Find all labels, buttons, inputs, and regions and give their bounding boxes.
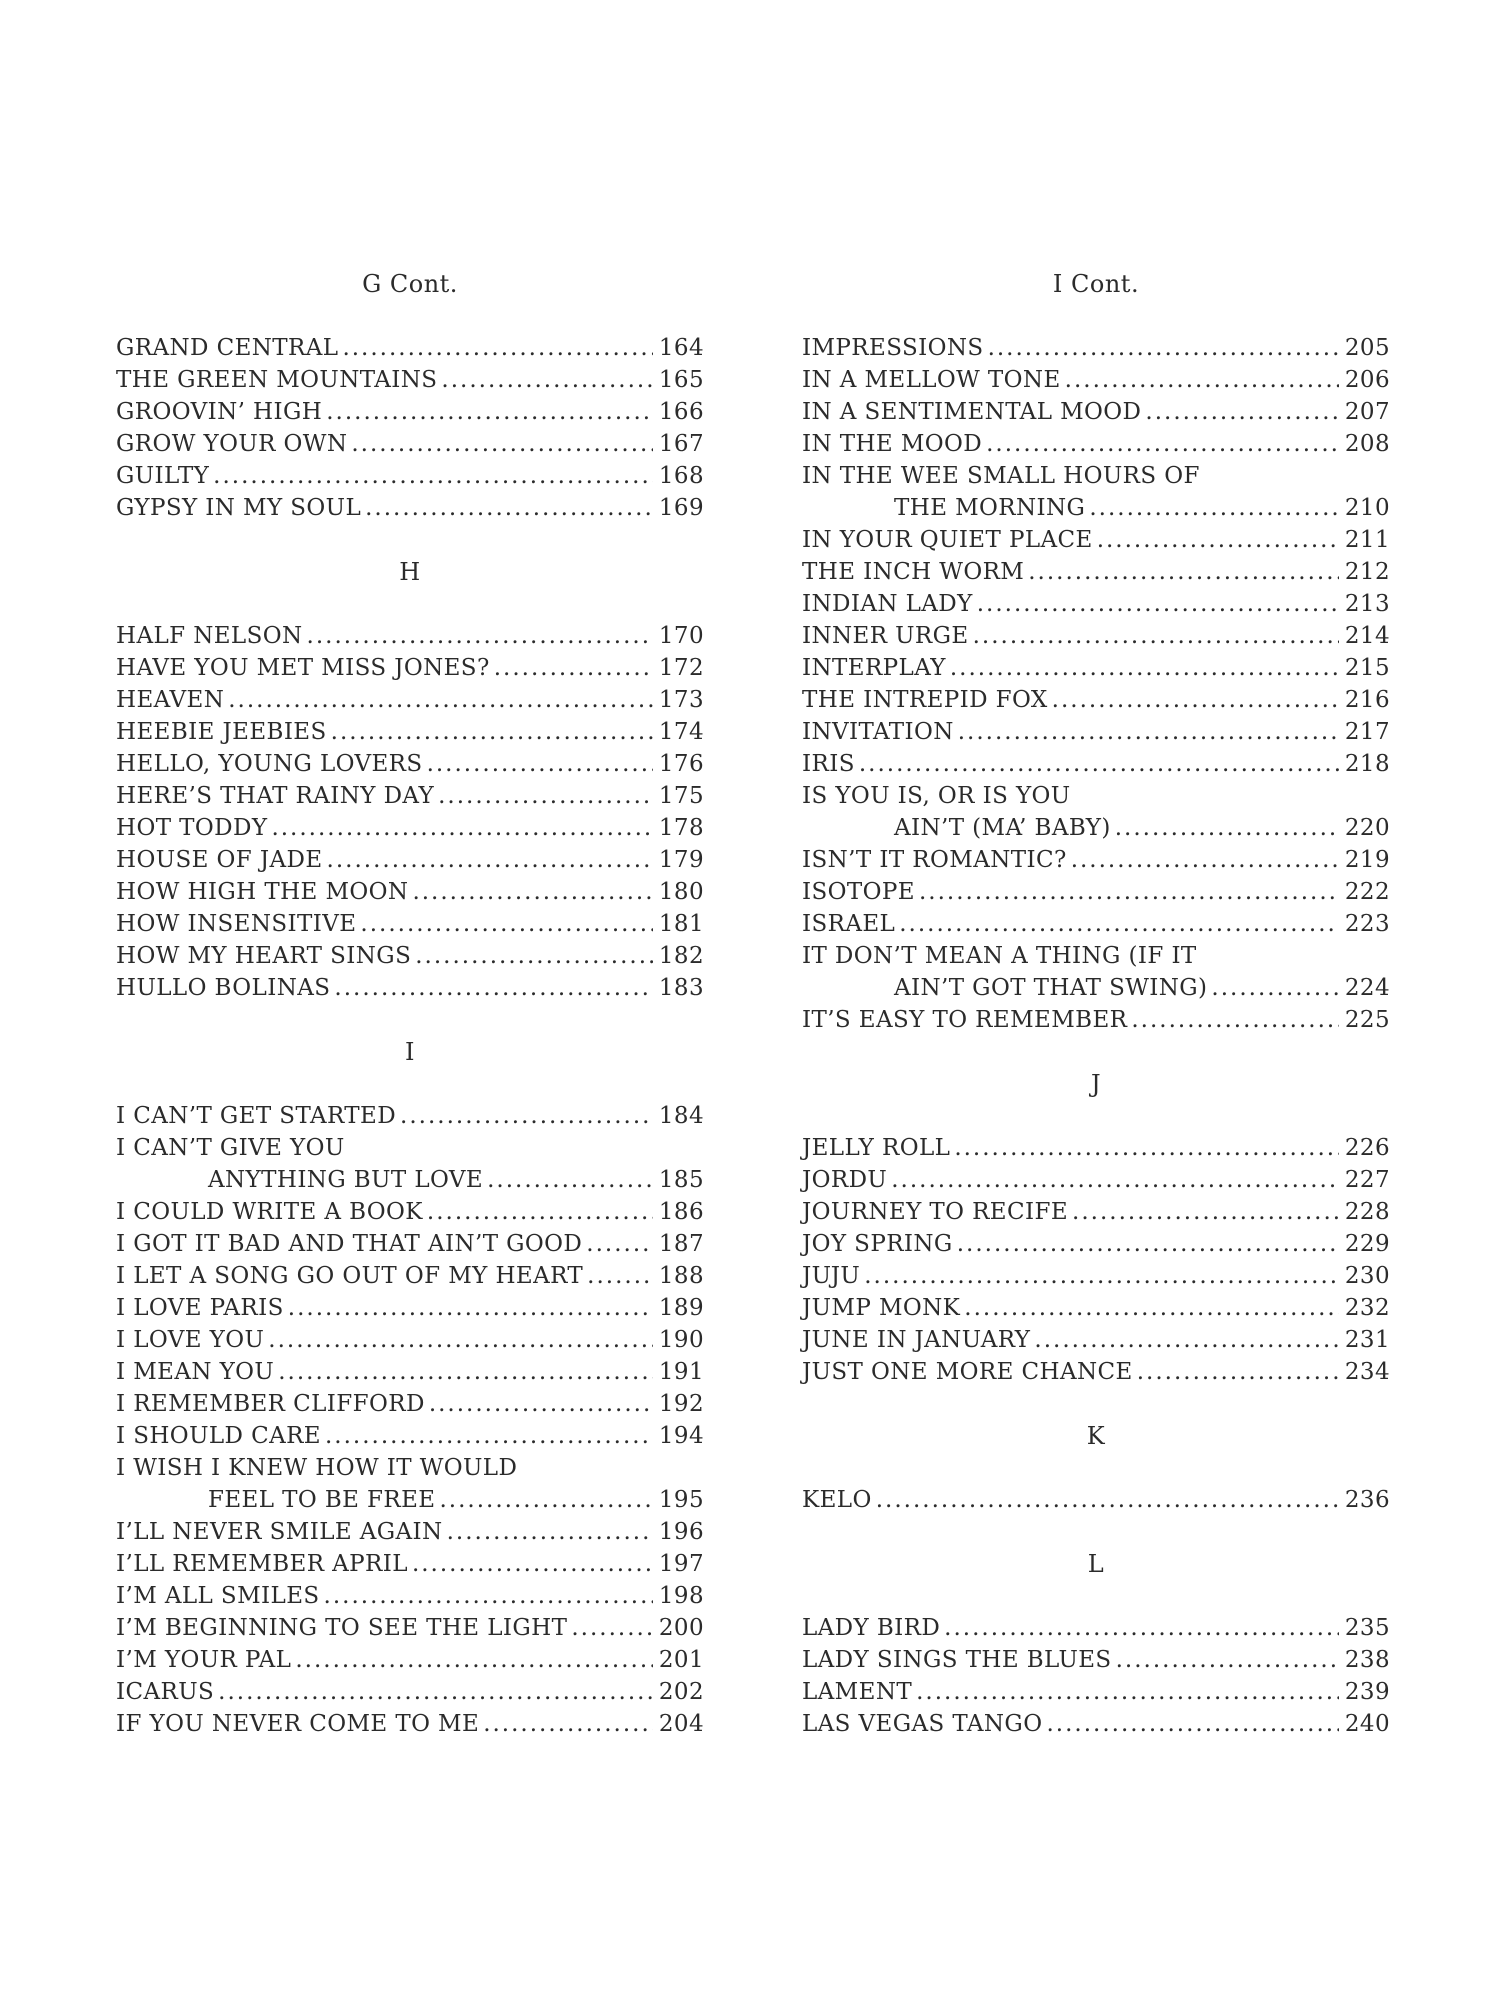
entry-page-number: 170 — [658, 623, 704, 649]
entry-page-number: 213 — [1344, 591, 1390, 617]
dot-leader — [278, 1356, 653, 1388]
entry-title: JUMP MONK — [802, 1295, 961, 1321]
dot-leader — [218, 1676, 653, 1708]
index-entry-title-line: IN THE WEE SMALL HOURS OF — [802, 463, 1200, 489]
dot-leader — [440, 1484, 653, 1516]
index-entry — [116, 1228, 704, 1260]
entry-title: JELLY ROLL — [802, 1135, 951, 1161]
dot-leader — [876, 1484, 1339, 1516]
entry-page-number: 236 — [1344, 1487, 1390, 1513]
index-entry — [802, 588, 1390, 620]
entry-title: ISN’T IT ROMANTIC? — [802, 847, 1067, 873]
index-entry — [116, 1292, 704, 1324]
index-entry — [116, 780, 704, 812]
entry-page-number: 166 — [658, 399, 704, 425]
entry-title: IN YOUR QUIET PLACE — [802, 527, 1093, 553]
entry-page-number: 181 — [658, 911, 704, 937]
section-heading-h: H — [399, 558, 421, 586]
index-entry — [802, 428, 1390, 460]
entry-page-number: 200 — [658, 1615, 704, 1641]
entry-title: IRIS — [802, 751, 855, 777]
entry-title: I’M YOUR PAL — [116, 1647, 292, 1673]
section-l-list — [802, 1612, 1390, 1740]
entry-title: GRAND CENTRAL — [116, 335, 339, 361]
entry-page-number: 184 — [658, 1103, 704, 1129]
dot-leader — [864, 1260, 1339, 1292]
section-j-list — [802, 1132, 1390, 1388]
dot-leader — [400, 1100, 653, 1132]
dot-leader — [973, 620, 1339, 652]
entry-title: LAS VEGAS TANGO — [802, 1711, 1043, 1737]
dot-leader — [944, 1612, 1339, 1644]
entry-title: HOT TODDY — [116, 815, 268, 841]
entry-title: I’M BEGINNING TO SEE THE LIGHT — [116, 1615, 568, 1641]
section-heading-i-cont: I Cont. — [1052, 270, 1140, 298]
index-entry — [802, 364, 1390, 396]
entry-page-number: 182 — [658, 943, 704, 969]
section-heading-k: K — [1086, 1422, 1106, 1450]
index-entry — [802, 396, 1390, 428]
entry-page-number: 195 — [658, 1487, 704, 1513]
section-heading-i: I — [405, 1038, 415, 1066]
entry-title: I’LL REMEMBER APRIL — [116, 1551, 408, 1577]
index-entry — [116, 1580, 704, 1612]
entry-title: I SHOULD CARE — [116, 1423, 321, 1449]
index-entry — [802, 524, 1390, 556]
entry-title: I LOVE YOU — [116, 1327, 265, 1353]
entry-page-number: 187 — [658, 1231, 704, 1257]
section-heading-g-cont: G Cont. — [362, 270, 458, 298]
entry-title: JORDU — [802, 1167, 888, 1193]
index-entry — [116, 1516, 704, 1548]
index-entry — [802, 556, 1390, 588]
index-entry — [802, 1164, 1390, 1196]
entry-page-number: 204 — [658, 1711, 704, 1737]
dot-leader — [977, 588, 1339, 620]
entry-page-number: 164 — [658, 335, 704, 361]
section-h-list — [116, 620, 704, 1004]
entry-title: ANYTHING BUT LOVE — [208, 1167, 484, 1193]
entry-page-number: 172 — [658, 655, 704, 681]
index-entry — [116, 684, 704, 716]
dot-leader — [1211, 972, 1338, 1004]
entry-page-number: 179 — [658, 847, 704, 873]
dot-leader — [891, 1164, 1339, 1196]
index-entry-title-line: IS YOU IS, OR IS YOU — [802, 783, 1071, 809]
entry-title: I COULD WRITE A BOOK — [116, 1199, 423, 1225]
index-entry — [802, 716, 1390, 748]
entry-title: HULLO BOLINAS — [116, 975, 331, 1001]
entry-page-number: 192 — [658, 1391, 704, 1417]
entry-page-number: 207 — [1344, 399, 1390, 425]
index-entry — [116, 652, 704, 684]
index-entry — [802, 652, 1390, 684]
entry-title: HOUSE OF JADE — [116, 847, 323, 873]
dot-leader — [586, 1228, 653, 1260]
entry-title: KELO — [802, 1487, 872, 1513]
index-entry — [116, 1420, 704, 1452]
dot-leader — [326, 396, 653, 428]
dot-leader — [342, 332, 652, 364]
dot-leader — [327, 844, 653, 876]
section-heading-j: J — [1090, 1070, 1102, 1098]
entry-title: I’LL NEVER SMILE AGAIN — [116, 1519, 443, 1545]
index-entry — [802, 876, 1390, 908]
entry-page-number: 227 — [1344, 1167, 1390, 1193]
dot-leader — [1065, 364, 1339, 396]
entry-page-number: 188 — [658, 1263, 704, 1289]
entry-title: IN A SENTIMENTAL MOOD — [802, 399, 1142, 425]
entry-title: THE INCH WORM — [802, 559, 1025, 585]
entry-page-number: 226 — [1344, 1135, 1390, 1161]
entry-title: IT’S EASY TO REMEMBER — [802, 1007, 1128, 1033]
section-spacer — [116, 1004, 704, 1036]
entry-page-number: 223 — [1344, 911, 1390, 937]
entry-title: I GOT IT BAD AND THAT AIN’T GOOD — [116, 1231, 583, 1257]
section-k-list — [802, 1484, 1390, 1516]
entry-title: INTERPLAY — [802, 655, 946, 681]
dot-leader — [859, 748, 1339, 780]
entry-page-number: 229 — [1344, 1231, 1390, 1257]
entry-page-number: 231 — [1344, 1327, 1390, 1353]
index-entry — [116, 1676, 704, 1708]
entry-page-number: 197 — [658, 1551, 704, 1577]
index-entry-title-line: I CAN’T GIVE YOU — [116, 1135, 345, 1161]
entry-page-number: 235 — [1344, 1615, 1390, 1641]
index-entry — [116, 1548, 704, 1580]
entry-page-number: 198 — [658, 1583, 704, 1609]
index-entry — [116, 1484, 704, 1516]
index-entry — [116, 1324, 704, 1356]
index-entry — [116, 876, 704, 908]
entry-title: THE MORNING — [894, 495, 1086, 521]
dot-leader — [331, 716, 653, 748]
dot-leader — [964, 1292, 1339, 1324]
index-entry — [116, 1356, 704, 1388]
dot-leader — [958, 716, 1339, 748]
index-entry — [116, 1164, 704, 1196]
dot-leader — [438, 780, 653, 812]
entry-title: HOW HIGH THE MOON — [116, 879, 409, 905]
entry-page-number: 186 — [658, 1199, 704, 1225]
entry-page-number: 216 — [1344, 687, 1390, 713]
entry-title: LADY BIRD — [802, 1615, 941, 1641]
entry-title: HOW INSENSITIVE — [116, 911, 357, 937]
entry-title: IN THE MOOD — [802, 431, 983, 457]
entry-title: JUNE IN JANUARY — [802, 1327, 1031, 1353]
entry-title: INVITATION — [802, 719, 954, 745]
dot-leader — [288, 1292, 653, 1324]
dot-leader — [954, 1132, 1339, 1164]
index-entry — [116, 716, 704, 748]
index-entry — [116, 396, 704, 428]
entry-page-number: 165 — [658, 367, 704, 393]
dot-leader — [1131, 1004, 1339, 1036]
index-entry — [802, 1484, 1390, 1516]
dot-leader — [571, 1612, 653, 1644]
index-entry — [802, 1004, 1390, 1036]
entry-page-number: 208 — [1344, 431, 1390, 457]
entry-title: HALF NELSON — [116, 623, 303, 649]
dot-leader — [325, 1420, 653, 1452]
entry-page-number: 194 — [658, 1423, 704, 1449]
entry-page-number: 228 — [1344, 1199, 1390, 1225]
index-entry — [802, 620, 1390, 652]
index-entry — [116, 972, 704, 1004]
entry-page-number: 202 — [658, 1679, 704, 1705]
entry-title: JOY SPRING — [802, 1231, 953, 1257]
index-entry — [116, 844, 704, 876]
index-entry — [116, 1644, 704, 1676]
index-entry — [116, 332, 704, 364]
entry-page-number: 185 — [658, 1167, 704, 1193]
index-entry — [116, 1260, 704, 1292]
index-entry — [116, 1612, 704, 1644]
index-entry — [116, 940, 704, 972]
dot-leader — [494, 652, 653, 684]
entry-title: GYPSY IN MY SOUL — [116, 495, 362, 521]
entry-title: JUST ONE MORE CHANCE — [802, 1359, 1133, 1385]
dot-leader — [1071, 844, 1339, 876]
dot-leader — [334, 972, 653, 1004]
dot-leader — [360, 908, 652, 940]
dot-leader — [412, 876, 652, 908]
entry-title: HEAVEN — [116, 687, 225, 713]
dot-leader — [447, 1516, 653, 1548]
entry-page-number: 239 — [1344, 1679, 1390, 1705]
entry-page-number: 224 — [1344, 975, 1390, 1001]
entry-page-number: 175 — [658, 783, 704, 809]
index-entry — [116, 492, 704, 524]
dot-leader — [213, 460, 653, 492]
entry-page-number: 176 — [658, 751, 704, 777]
dot-leader — [1052, 684, 1339, 716]
dot-leader — [441, 364, 653, 396]
index-entry — [802, 1228, 1390, 1260]
entry-page-number: 240 — [1344, 1711, 1390, 1737]
index-entry — [802, 1708, 1390, 1740]
right-column — [802, 268, 1390, 1740]
dot-leader — [483, 1708, 653, 1740]
index-entry — [116, 908, 704, 940]
dot-leader — [228, 684, 653, 716]
dot-leader — [1097, 524, 1339, 556]
index-entry — [802, 1612, 1390, 1644]
entry-title: LAMENT — [802, 1679, 913, 1705]
entry-title: GUILTY — [116, 463, 210, 489]
entry-page-number: 222 — [1344, 879, 1390, 905]
dot-leader — [365, 492, 653, 524]
entry-title: I REMEMBER CLIFFORD — [116, 1391, 425, 1417]
dot-leader — [1137, 1356, 1339, 1388]
entry-page-number: 206 — [1344, 367, 1390, 393]
index-entry — [802, 1324, 1390, 1356]
entry-page-number: 232 — [1344, 1295, 1390, 1321]
entry-page-number: 190 — [658, 1327, 704, 1353]
entry-page-number: 214 — [1344, 623, 1390, 649]
entry-title: GROOVIN’ HIGH — [116, 399, 323, 425]
entry-page-number: 212 — [1344, 559, 1390, 585]
index-entry — [116, 460, 704, 492]
entry-title: THE GREEN MOUNTAINS — [116, 367, 438, 393]
entry-title: INNER URGE — [802, 623, 969, 649]
dot-leader — [957, 1228, 1339, 1260]
index-entry — [802, 844, 1390, 876]
entry-page-number: 196 — [658, 1519, 704, 1545]
entry-page-number: 183 — [658, 975, 704, 1001]
dot-leader — [1046, 1708, 1338, 1740]
entry-page-number: 219 — [1344, 847, 1390, 873]
entry-title: ISOTOPE — [802, 879, 915, 905]
section-g-list — [116, 332, 704, 524]
index-entry-title-line: IT DON’T MEAN A THING (IF IT — [802, 943, 1197, 969]
dot-leader — [1145, 396, 1339, 428]
dot-leader — [988, 332, 1339, 364]
entry-title: FEEL TO BE FREE — [208, 1487, 436, 1513]
index-entry — [802, 1356, 1390, 1388]
dot-leader — [415, 940, 653, 972]
dot-leader — [429, 1388, 653, 1420]
dot-leader — [351, 428, 653, 460]
dot-leader — [1028, 556, 1339, 588]
index-entry — [802, 1676, 1390, 1708]
entry-title: HOW MY HEART SINGS — [116, 943, 412, 969]
entry-title: JUJU — [802, 1263, 861, 1289]
dot-leader — [487, 1164, 653, 1196]
entry-page-number: 191 — [658, 1359, 704, 1385]
index-entry — [802, 908, 1390, 940]
index-entry — [802, 1260, 1390, 1292]
entry-page-number: 230 — [1344, 1263, 1390, 1289]
entry-title: AIN’T (MA’ BABY) — [894, 815, 1111, 841]
dot-leader — [1115, 812, 1339, 844]
entry-page-number: 167 — [658, 431, 704, 457]
index-entry-title-line: I WISH I KNEW HOW IT WOULD — [116, 1455, 518, 1481]
index-entry — [116, 1196, 704, 1228]
dot-leader — [1089, 492, 1339, 524]
dot-leader — [427, 748, 653, 780]
dot-leader — [324, 1580, 653, 1612]
entry-title: IF YOU NEVER COME TO ME — [116, 1711, 480, 1737]
entry-title: I CAN’T GET STARTED — [116, 1103, 397, 1129]
entry-page-number: 218 — [1344, 751, 1390, 777]
entry-page-number: 201 — [658, 1647, 704, 1673]
index-entry — [802, 684, 1390, 716]
index-entry — [802, 812, 1390, 844]
section-spacer — [116, 524, 704, 556]
index-entry — [802, 332, 1390, 364]
entry-page-number: 210 — [1344, 495, 1390, 521]
index-entry — [802, 1132, 1390, 1164]
dot-leader — [427, 1196, 653, 1228]
dot-leader — [412, 1548, 653, 1580]
dot-leader — [1034, 1324, 1339, 1356]
dot-leader — [986, 428, 1339, 460]
index-entry — [116, 1708, 704, 1740]
section-heading-l: L — [1087, 1550, 1105, 1578]
entry-page-number: 238 — [1344, 1647, 1390, 1673]
entry-title: LADY SINGS THE BLUES — [802, 1647, 1112, 1673]
index-entry — [802, 492, 1390, 524]
entry-title: IMPRESSIONS — [802, 335, 984, 361]
entry-page-number: 169 — [658, 495, 704, 521]
index-entry — [802, 1292, 1390, 1324]
entry-page-number: 211 — [1344, 527, 1390, 553]
entry-title: THE INTREPID FOX — [802, 687, 1048, 713]
entry-title: I’M ALL SMILES — [116, 1583, 320, 1609]
entry-title: GROW YOUR OWN — [116, 431, 348, 457]
entry-page-number: 168 — [658, 463, 704, 489]
entry-title: HAVE YOU MET MISS JONES? — [116, 655, 490, 681]
index-entry — [116, 364, 704, 396]
entry-page-number: 173 — [658, 687, 704, 713]
entry-page-number: 178 — [658, 815, 704, 841]
dot-leader — [950, 652, 1339, 684]
index-entry — [802, 1644, 1390, 1676]
index-entry — [116, 1388, 704, 1420]
entry-page-number: 215 — [1344, 655, 1390, 681]
entry-page-number: 220 — [1344, 815, 1390, 841]
dot-leader — [268, 1324, 653, 1356]
entry-title: ICARUS — [116, 1679, 215, 1705]
index-entry — [802, 748, 1390, 780]
section-i-list — [116, 1100, 704, 1740]
entry-title: INDIAN LADY — [802, 591, 973, 617]
index-entry — [802, 1196, 1390, 1228]
entry-title: I LET A SONG GO OUT OF MY HEART — [116, 1263, 584, 1289]
dot-leader — [295, 1644, 653, 1676]
entry-title: ISRAEL — [802, 911, 896, 937]
entry-title: HERE’S THAT RAINY DAY — [116, 783, 435, 809]
entry-page-number: 174 — [658, 719, 704, 745]
index-entry — [116, 748, 704, 780]
entry-page-number: 180 — [658, 879, 704, 905]
section-i-cont-list — [802, 332, 1390, 1036]
entry-title: I LOVE PARIS — [116, 1295, 284, 1321]
dot-leader — [1116, 1644, 1339, 1676]
section-spacer — [802, 1516, 1390, 1548]
index-entry — [802, 972, 1390, 1004]
entry-page-number: 225 — [1344, 1007, 1390, 1033]
entry-page-number: 205 — [1344, 335, 1390, 361]
dot-leader — [916, 1676, 1339, 1708]
dot-leader — [587, 1260, 653, 1292]
entry-title: JOURNEY TO RECIFE — [802, 1199, 1069, 1225]
dot-leader — [919, 876, 1339, 908]
entry-title: I MEAN YOU — [116, 1359, 275, 1385]
dot-leader — [1072, 1196, 1339, 1228]
entry-page-number: 234 — [1344, 1359, 1390, 1385]
dot-leader — [899, 908, 1339, 940]
index-entry — [116, 620, 704, 652]
entry-page-number: 189 — [658, 1295, 704, 1321]
entry-title: HEEBIE JEEBIES — [116, 719, 327, 745]
index-entry — [116, 812, 704, 844]
index-entry — [116, 428, 704, 460]
entry-title: HELLO, YOUNG LOVERS — [116, 751, 423, 777]
section-spacer — [802, 1388, 1390, 1420]
section-spacer — [802, 1036, 1390, 1068]
entry-title: IN A MELLOW TONE — [802, 367, 1061, 393]
index-entry — [116, 1100, 704, 1132]
dot-leader — [271, 812, 652, 844]
left-column — [116, 268, 704, 1740]
entry-page-number: 217 — [1344, 719, 1390, 745]
dot-leader — [307, 620, 653, 652]
entry-title: AIN’T GOT THAT SWING) — [894, 975, 1208, 1001]
